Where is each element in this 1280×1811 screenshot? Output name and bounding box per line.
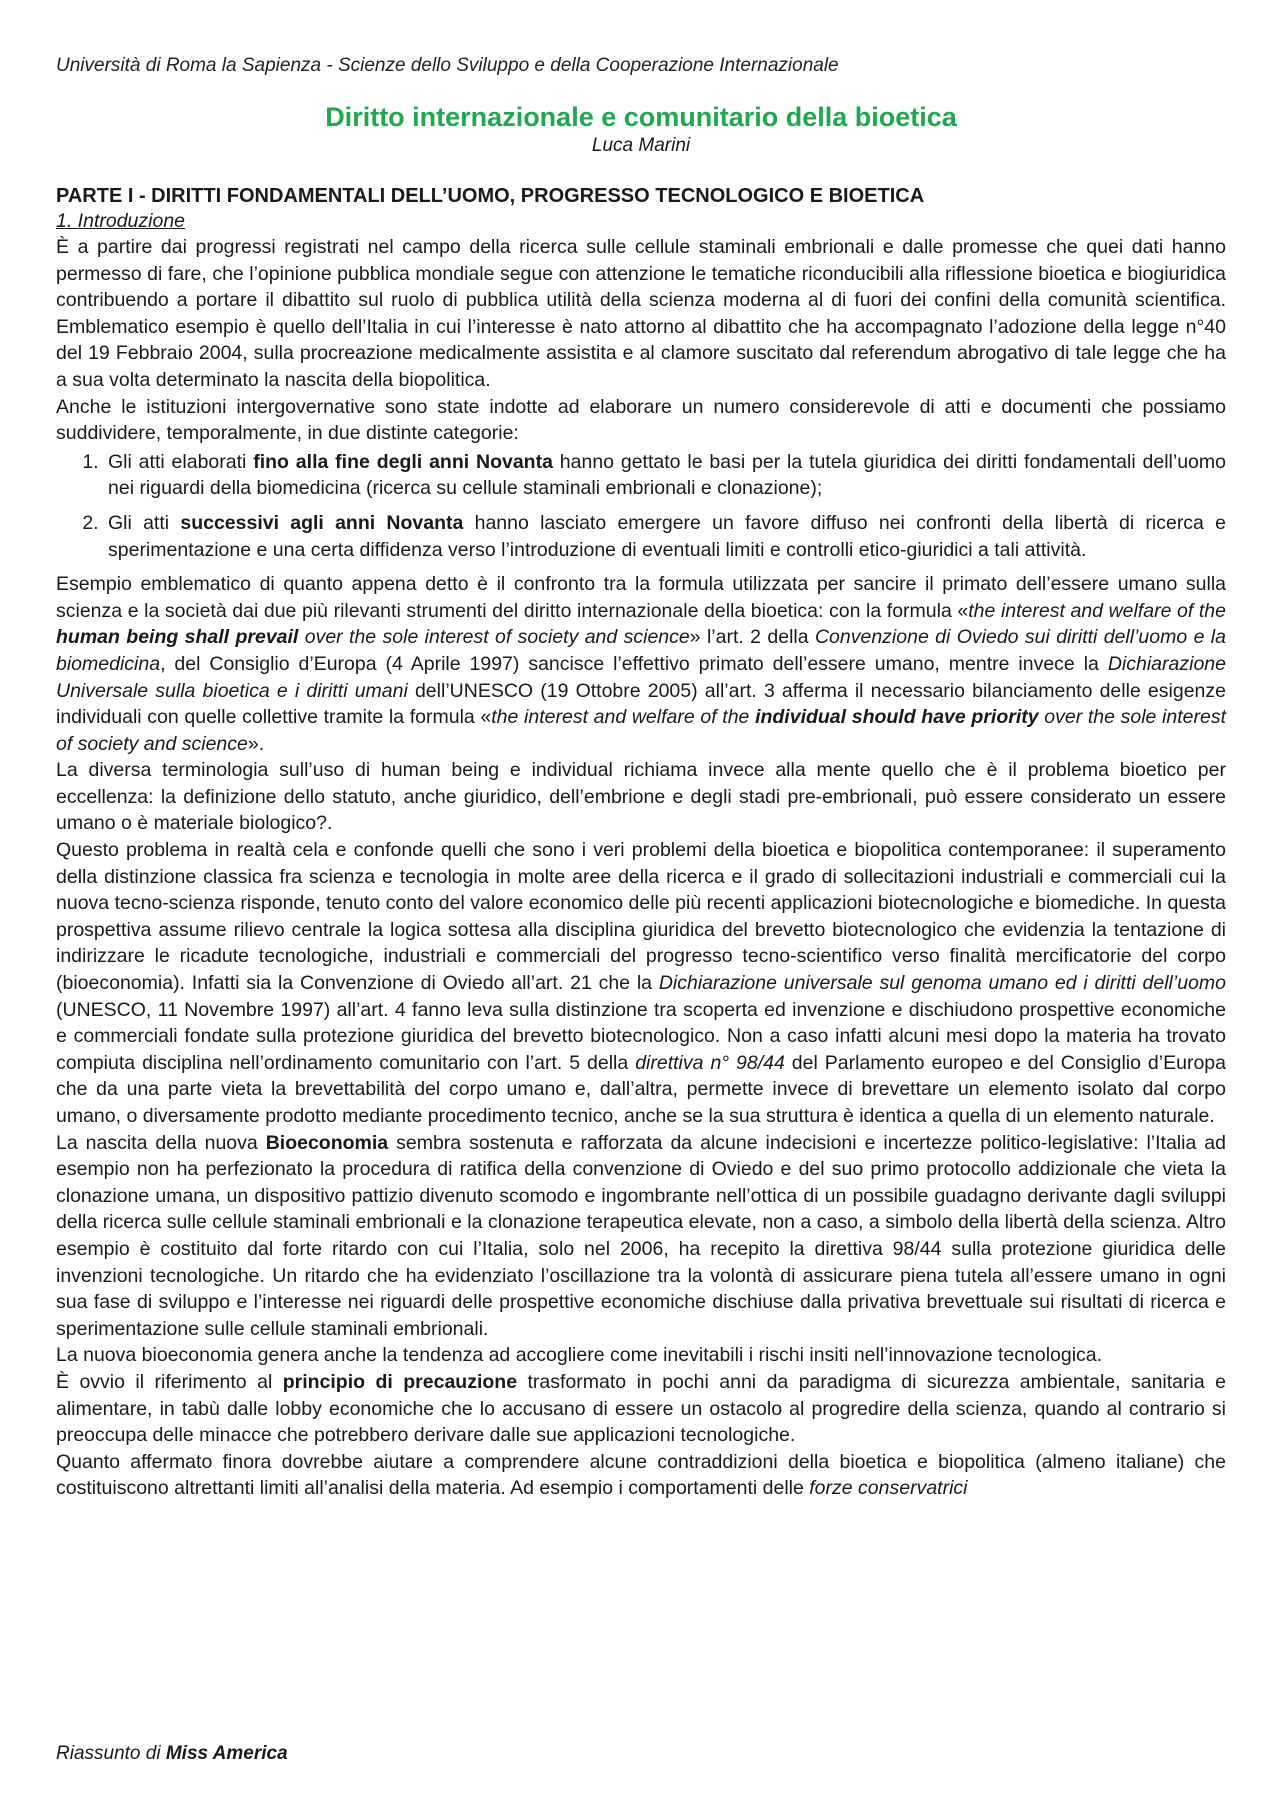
footer-author-name: Miss America	[165, 1743, 288, 1764]
bold-run: Bioeconomia	[265, 1131, 389, 1154]
text-run: del Parlamento europeo e del Consiglio d’Europa che da una parte vieta la brevettabilità del corpo umano e, dall’altra, permette invece di brevettare un elemento isolato dal corpo umano, o diversamente prodotto mediante procedimento tecnico, anche se la sua struttura è identica a quella di un elemento naturale.	[56, 1051, 1226, 1127]
italic-run: Dichiarazione Universale sulla bioetica e i diritti umani	[56, 652, 1226, 702]
part-heading: PARTE I - DIRITTI FONDAMENTALI DELL’UOMO, PROGRESSO TECNOLOGICO E BIOETICA	[56, 185, 925, 207]
list-item-text: hanno lasciato emergere un favore diffuso nei confronti della libertà di ricerca e sperimentazione e una certa diffidenza verso l’introduzione di eventuali limiti e controlli etico-giuridici a tali attività.	[108, 511, 1226, 561]
list-item-text: hanno gettato le basi per la tutela giuridica dei diritti fondamentali dell’uomo nei riguardi della biomedicina (ricerca su cellule staminali embrionali e clonazione);	[108, 450, 1226, 500]
paragraph-9	[56, 1449, 1226, 1502]
text-run: ».	[247, 732, 265, 755]
text-run: dell’UNESCO (19 Ottobre 2005) all’art. 3 afferma il necessario bilanciamento delle esigenze individuali con quelle collettive tramite la formula «	[56, 679, 1226, 729]
footer-prefix: Riassunto di	[56, 1743, 166, 1764]
text-run: È ovvio il riferimento al	[56, 1370, 283, 1393]
text-run: Questo problema in realtà cela e confonde quelli che sono i veri problemi della bioetica e biopolitica contemporanee: il superamento della distinzione classica fra scienza e tecnologia in molte aree della ricerca e il grado di sollecitazioni industriali e commerciali cui la nuova tecno-scienza risponde, tenuto conto del valore economico delle più recenti applicazioni biotecnologiche e biomediche. In questa prospettiva assume rilievo centrale la logica sottesa alla disciplina giuridica del brevetto biotecnologico che evidenzia la tentazione di indirizzare le ricadute tecnologiche, industriali e commerciali del progresso tecno-scientifico verso finalità mercificatorie del corpo (bioeconomia). Infatti sia la Convenzione di Oviedo all’art. 21 che la	[56, 839, 1226, 995]
italic-run: Convenzione di Oviedo sui diritti dell’uomo e la biomedicina	[56, 626, 1226, 675]
paragraph-5	[56, 837, 1226, 1130]
text-run: sembra sostenuta e rafforzata da alcune indecisioni e incertezze politico-legislative: l’Italia ad esempio non ha perfezionato la procedura di ratifica della convenzione di Oviedo e del suo primo protocollo addizionale che vieta la clonazione umana, un dispositivo pattizio divenuto scomodo e ingombrante nell’ottica di un possibile guadagno derivante dagli sviluppi della ricerca sulle cellule staminali embrionali e la clonazione terapeutica elevate, non a caso, a simbolo della libertà della scienza. Altro esempio è costituito dal forte ritardo con cui l’Italia, solo nel 2006, ha recepito la direttiva 98/44 sulla protezione giuridica delle invenzioni tecnologiche. Un ritardo che ha evidenziato l’oscillazione tra la volontà di assicurare piena tutela all’essere umano in ogni sua fase di sviluppo e l’interesse nei riguardi delle prospettive economiche dischiuse dalla privativa brevettuale sui risultati di ricerca e sperimentazione sulle cellule staminali embrionali.	[56, 1131, 1226, 1340]
paragraph-4: La diversa terminologia sull’uso di human being e individual richiama invece alla mente quello che è il problema bioetico per eccellenza: la definizione dello statuto, anche giuridico, dell’embrione e degli stadi pre-embrionali, può essere considerato un essere umano o è materiale biologico?.	[56, 759, 1226, 835]
italic-run: the interest and welfare of the	[491, 706, 756, 729]
text-run: Quanto affermato finora dovrebbe aiutare a comprendere alcune contraddizioni della bioetica e biopolitica (almeno italiane) che costituiscono altrettanti limiti all’analisi della materia. Ad esempio i comportamenti delle	[56, 1450, 1226, 1500]
list-item-bold: successivi agli anni Novanta	[180, 511, 464, 534]
text-run: La nascita della nuova	[56, 1131, 266, 1154]
page-footer	[56, 1742, 288, 1766]
bold-italic-run: human being shall prevail	[56, 626, 299, 649]
categories-list	[56, 449, 1226, 563]
italic-run: direttiva n° 98/44	[635, 1051, 785, 1074]
paragraph-1: È a partire dai progressi registrati nel campo della ricerca sulle cellule staminali embrionali e dalle promesse che quei dati hanno permesso di fare, che l’opinione pubblica mondiale segue con attenzione le tematiche riconducibili alla riflessione bioetica e biogiuridica contribuendo a portare il dibattito sul ruolo di pubblica utilità della scienza moderna al di fuori dei confini della comunità scientifica. Emblematico esempio è quello dell’Italia in cui l’interesse è nato attorno al dibattito che ha accompagnato l’adozione della legge n°40 del 19 Febbraio 2004, sulla procreazione medicalmente assistita e al clamore suscitato dal referendum abrogativo di tale legge che ha a sua volta determinato la nascita della biopolitica.	[56, 236, 1226, 391]
text-run: Esempio emblematico di quanto appena detto è il confronto tra la formula utilizzata per sancire il primato dell’essere umano sulla scienza e la società dai due più rilevanti strumenti del diritto internazionale della bioetica: con la formula «	[56, 573, 1226, 622]
italic-run: Dichiarazione universale sul genoma umano ed i diritti dell’uomo	[658, 972, 1226, 995]
document-author: Luca Marini	[591, 135, 691, 156]
italic-run: over the sole interest of society and science	[56, 706, 1226, 755]
text-run: trasformato in pochi anni da paradigma di sicurezza ambientale, sanitaria e alimentare, in tabù dalle lobby economiche che lo accusano di essere un ostacolo al progredire della scienza, quando al contrario si preoccupa delle minacce che potrebbero derivare dalle sue applicazioni tecnologiche.	[56, 1370, 1226, 1447]
paragraph-3	[56, 571, 1226, 757]
text-run: » l’art. 2 della	[689, 626, 815, 649]
text-run: (UNESCO, 11 Novembre 1997) all’art. 4 fanno leva sulla distinzione tra scoperta ed invenzione e dischiudono prospettive economiche e commerciali fondate sulla protezione giuridica del brevetto biotecnologico. Non a caso infatti alcuni mesi dopo la materia ha trovato compiuta disciplina nell’ordinamento comunitario con l’art. 5 della	[56, 998, 1226, 1074]
bold-italic-run: individual should have priority	[755, 706, 1039, 729]
italic-run: forze conservatrici	[809, 1477, 968, 1500]
list-item	[104, 510, 1226, 563]
header-institution: Università di Roma la Sapienza - Scienze dello Sviluppo e della Cooperazione Internazionale	[56, 55, 839, 76]
document-page	[56, 54, 1226, 1502]
italic-run: over the sole interest of society and science	[298, 626, 690, 649]
paragraph-7: La nuova bioeconomia genera anche la tendenza ad accogliere come inevitabili i rischi insiti nell’innovazione tecnologica.	[56, 1344, 1103, 1367]
document-title: Diritto internazionale e comunitario della bioetica	[325, 102, 957, 132]
section-heading: 1. Introduzione	[56, 210, 186, 232]
list-item	[104, 449, 1226, 502]
list-item-bold: fino alla fine degli anni Novanta	[253, 450, 553, 473]
bold-run: principio di precauzione	[282, 1370, 518, 1393]
list-item-text: Gli atti	[108, 511, 181, 534]
text-run: , del Consiglio d’Europa (4 Aprile 1997) sancisce l’effettivo primato dell’essere umano, mentre invece la	[160, 652, 1108, 675]
italic-run: the interest and welfare of the	[968, 599, 1226, 622]
paragraph-8	[56, 1369, 1226, 1449]
paragraph-6	[56, 1130, 1226, 1343]
paragraph-2: Anche le istituzioni intergovernative sono state indotte ad elaborare un numero considerevole di atti e documenti che possiamo suddividere, temporalmente, in due distinte categorie:	[56, 395, 1226, 445]
list-item-text: Gli atti elaborati	[108, 450, 254, 473]
